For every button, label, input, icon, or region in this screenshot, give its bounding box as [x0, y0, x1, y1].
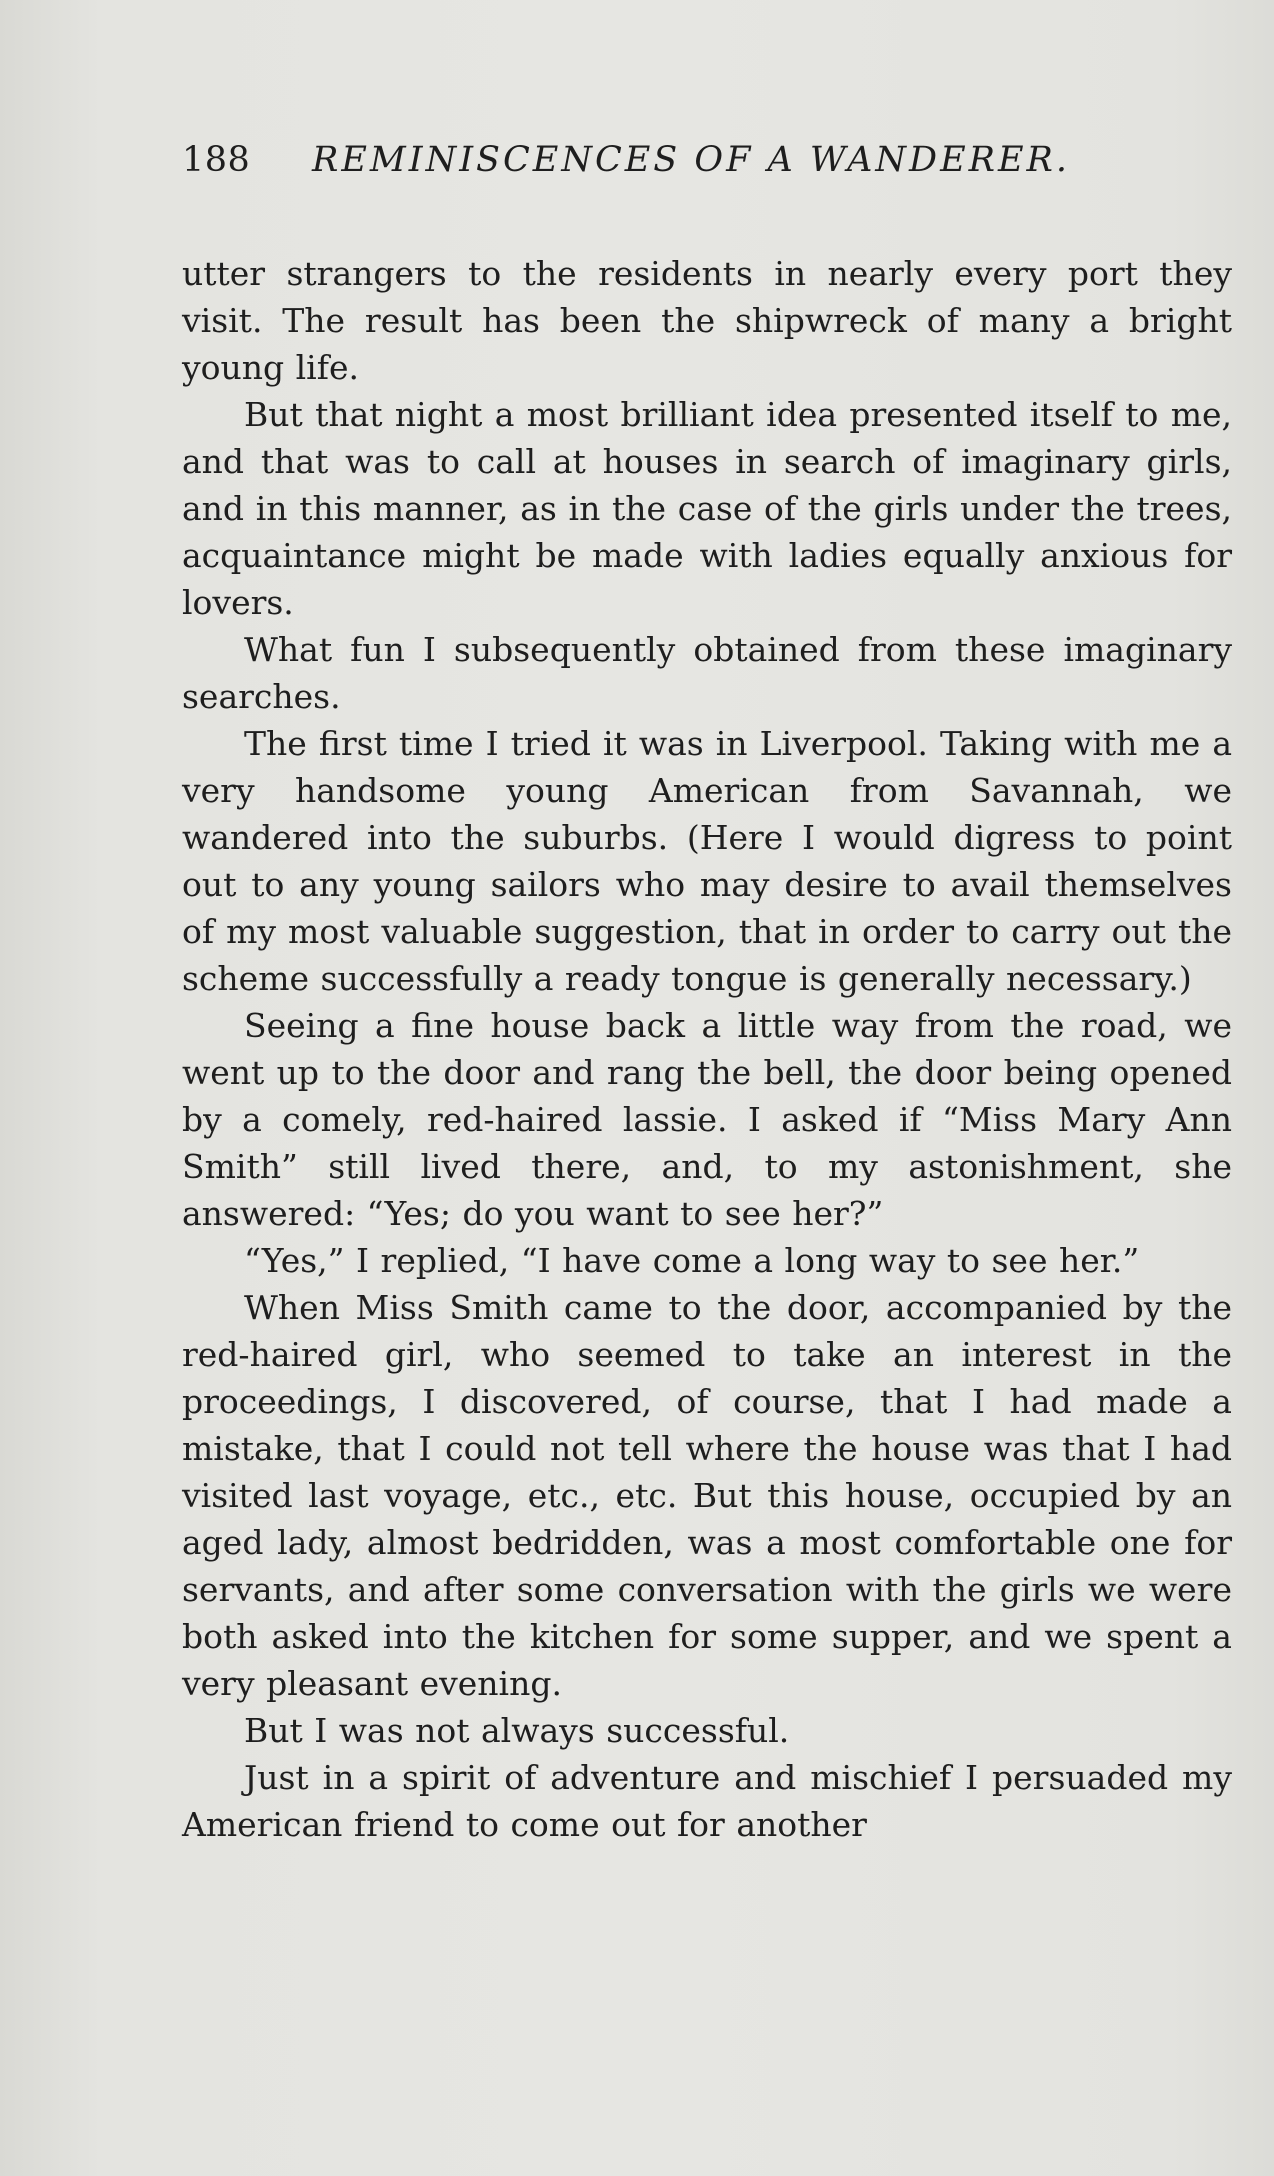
running-head	[182, 140, 1232, 200]
paragraph: utter strangers to the residents in nearly every port they visit. The result has been the shipwreck of many a bright young life.	[182, 254, 1232, 387]
paragraph: What fun I subsequently obtained from these imaginary searches.	[182, 630, 1232, 716]
paragraph: But that night a most brilliant idea presented itself to me, and that was to call at houses in search of imaginary girls, and in this manner, as in the case of the girls under the trees, acquaintance might be made with ladies equally anxious for lovers.	[182, 395, 1232, 622]
paragraph: The first time I tried it was in Liverpool. Taking with me a very handsome young American from Savannah, we wandered into the suburbs. (Here I would digress to point out to any young sailors who may desire to avail themselves of my most valuable suggestion, that in order to carry out the scheme successfully a ready tongue is generally necessary.)	[182, 724, 1232, 998]
page-number: 188	[182, 140, 251, 180]
paragraph: But I was not always successful.	[244, 1711, 790, 1750]
paragraph: “Yes,” I replied, “I have come a long way to see her.”	[244, 1241, 1140, 1280]
body-text	[182, 250, 1232, 1848]
paragraph: Just in a spirit of adventure and mischief I persuaded my American friend to come out for another	[182, 1758, 1232, 1844]
paragraph: Seeing a fine house back a little way from the road, we went up to the door and rang the bell, the door being opened by a comely, red-haired lassie. I asked if “Miss Mary Ann Smith” still lived there, and, to my astonishment, she answered: “Yes; do you want to see her?”	[182, 1006, 1232, 1233]
running-title: REMINISCENCES OF A WANDERER.	[312, 140, 1071, 180]
paragraph: When Miss Smith came to the door, accompanied by the red-haired girl, who seemed to take an interest in the proceedings, I discovered, of course, that I had made a mistake, that I could not tell where the house was that I had visited last voyage, etc., etc. But this house, occupied by an aged lady, almost bedridden, was a most comfortable one for servants, and after some conversation with the girls we were both asked into the kitchen for some supper, and we spent a very pleasant evening.	[182, 1288, 1232, 1703]
book-page	[182, 140, 1232, 1848]
